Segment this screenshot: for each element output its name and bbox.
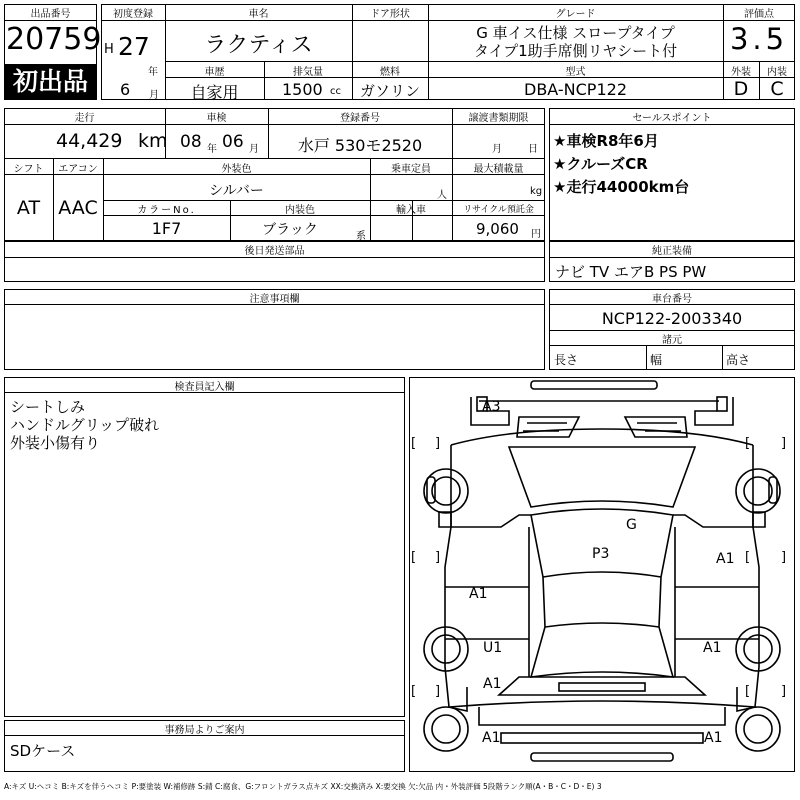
svg-text:]: ] (781, 436, 787, 451)
recycle: 9,060 (476, 220, 519, 238)
year-unit: 年 (148, 67, 158, 78)
inspector-line: 外装小傷有り (10, 434, 101, 452)
inspector-line: シートしみ (10, 398, 86, 416)
damage-mark: A1 (703, 640, 722, 656)
svg-text:[: [ (745, 436, 751, 451)
inspection-month: 06 (222, 132, 244, 152)
svg-text:]: ] (435, 436, 441, 451)
inspection-month-unit: 月 (249, 144, 259, 155)
length-label: 長さ (554, 353, 579, 367)
office-label: 事務局よりご案内 (164, 725, 245, 736)
specs-label: 諸元 (662, 335, 682, 346)
transfer-label: 譲渡書類期限 (468, 113, 529, 124)
score-label: 評価点 (744, 9, 774, 20)
damage-mark: A1 (716, 551, 735, 567)
exterior-grade: D (733, 78, 749, 100)
later-parts-label: 後日発送部品 (244, 246, 305, 257)
color-no-label: カラーNo. (137, 205, 196, 216)
damage-mark: G (626, 517, 637, 533)
int-color: ブラック (262, 222, 318, 238)
svg-text:]: ] (435, 684, 441, 699)
svg-text:]: ] (435, 550, 441, 565)
first-listing-badge: 初出品 (5, 64, 96, 99)
svg-text:[: [ (411, 436, 417, 451)
transfer-month-unit: 月 (492, 144, 502, 155)
lot-label: 出品番号 (30, 9, 71, 20)
displacement: 1500 (282, 80, 323, 99)
height-label: 高さ (726, 353, 751, 367)
svg-text:[: [ (745, 684, 751, 699)
width-label: 幅 (650, 353, 663, 367)
displacement-unit: cc (330, 86, 341, 97)
fuel: ガソリン (359, 82, 420, 100)
car-name: ラクティス (204, 33, 313, 58)
svg-text:[: [ (411, 684, 417, 699)
damage-mark: A1 (483, 676, 502, 692)
svg-text:[: [ (411, 550, 417, 565)
door-label: ドア形状 (370, 9, 410, 20)
grade-label: グレード (555, 9, 596, 20)
first-reg-year: 27 (118, 32, 150, 61)
mileage-label: 走行 (74, 113, 95, 124)
score: 3.5 (729, 22, 789, 56)
era: H (104, 42, 114, 57)
sales-point-item: ★車検R8年6月 (553, 132, 659, 150)
int-color-unit: 系 (356, 231, 366, 242)
damage-mark: U1 (483, 640, 503, 656)
capacity-unit: 人 (437, 190, 447, 201)
interior-grade-label: 内装 (767, 67, 787, 78)
registration: 水戸 530モ2520 (297, 136, 423, 155)
svg-text:[: [ (745, 550, 751, 565)
max-load-label: 最大積載量 (473, 164, 524, 175)
damage-mark: A3 (482, 399, 501, 415)
car-diagram (409, 377, 795, 772)
equipment: ナビ TV エアB PS PW (555, 263, 707, 281)
first-reg-month: 6 (120, 80, 131, 99)
grade-line1: G 車イス仕様 スロープタイプ (476, 24, 675, 42)
sales-point-item: ★走行44000km台 (553, 178, 690, 196)
shift: AT (16, 197, 41, 219)
import-label: 輸入車 (396, 205, 426, 216)
sales-points-box (549, 108, 795, 241)
chassis-number: NCP122-2003340 (601, 309, 743, 328)
inspection-year-unit: 年 (207, 144, 217, 155)
legend-footer: A:キズ U:ヘコミ B:キズを伴うヘコミ P:要塗装 W:補修跡 S:錆 C:腐食、G:フロントガラス点キズ XX:交換済み X:要交換 欠:欠品 内・外装評価 5段階ランク順(A・B・C・D・E) 3 (4, 782, 602, 791)
displacement-label: 排気量 (293, 67, 323, 78)
ext-color-label: 外装色 (221, 164, 252, 175)
capacity-label: 乗車定員 (391, 164, 431, 175)
mileage-unit: km (138, 130, 168, 152)
chassis-label: 車台番号 (652, 294, 692, 305)
exterior-grade-label: 外装 (731, 67, 751, 78)
inspection-label: 車検 (206, 113, 227, 124)
inspector-label: 検査員記入欄 (174, 382, 235, 393)
sales-point-item: ★クルーズCR (553, 155, 648, 173)
color-no: 1F7 (151, 219, 182, 238)
aircon-label: エアコン (58, 164, 98, 175)
model-code: DBA-NCP122 (524, 80, 627, 99)
inspection-year: 08 (180, 132, 202, 152)
car-name-label: 車名 (248, 9, 269, 20)
damage-mark: A1 (469, 586, 488, 602)
lot-number: 20759 (6, 22, 102, 57)
month-unit: 月 (149, 90, 159, 101)
recycle-label: リサイクル預託金 (463, 205, 534, 215)
recycle-unit: 円 (531, 229, 541, 240)
ext-color: シルバー (209, 183, 264, 199)
fuel-label: 燃料 (380, 67, 400, 78)
damage-mark: A1 (704, 730, 723, 746)
aircon: AAC (58, 197, 98, 219)
interior-grade: C (770, 78, 784, 100)
damage-mark: A1 (482, 730, 501, 746)
office-note: SDケース (10, 742, 76, 760)
grade-line2: タイプ1助手席側リヤシート付 (473, 42, 678, 60)
equipment-label: 純正装備 (652, 246, 692, 257)
model-code-label: 型式 (565, 67, 586, 78)
shift-label: シフト (13, 164, 44, 175)
first-reg-label: 初度登録 (113, 9, 153, 20)
svg-text:]: ] (781, 684, 787, 699)
registration-label: 登録番号 (340, 113, 380, 124)
max-load-unit: kg (530, 186, 543, 197)
notes-label: 注意事項欄 (249, 294, 300, 305)
history-label: 車歴 (204, 67, 225, 78)
svg-text:]: ] (781, 550, 787, 565)
int-color-label: 内装色 (285, 205, 315, 216)
inspector-line: ハンドルグリップ破れ (10, 416, 160, 434)
mileage: 44,429 (56, 130, 123, 152)
transfer-day-unit: 日 (528, 144, 538, 155)
history: 自家用 (190, 83, 239, 102)
sales-points-label: セールスポイント (632, 113, 712, 124)
damage-mark: P3 (592, 546, 610, 562)
